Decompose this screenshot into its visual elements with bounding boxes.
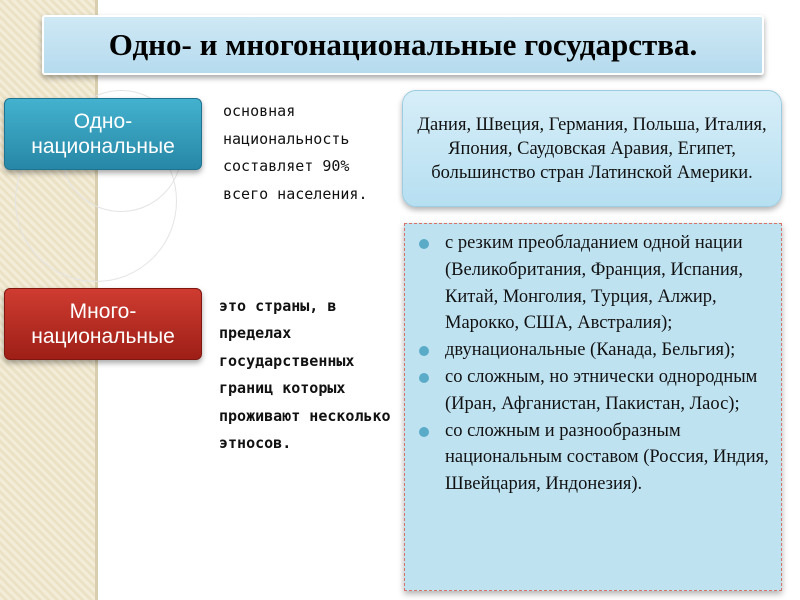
list-item: [417, 337, 771, 364]
list-item-text: со сложным, но этнически однородным (Иран, Афганистан, Пакистан, Лаос);: [445, 366, 758, 414]
bullet-icon: [419, 346, 429, 356]
list-item: [417, 418, 771, 498]
mono-national-tag: [4, 98, 202, 170]
mono-national-examples-text: Дания, Швеция, Германия, Польша, Италия, Япония, Саудовская Аравия, Египет, большинство стран Латинской Америки.: [417, 114, 767, 183]
page-title: Одно- и многонациональные государства.: [42, 15, 764, 75]
multi-national-types: [404, 223, 782, 591]
multi-national-tag: [4, 288, 202, 360]
bullet-icon: [419, 427, 429, 437]
multi-national-list: [405, 224, 781, 498]
mono-national-examples: [402, 90, 782, 207]
list-item: [417, 364, 771, 418]
bullet-icon: [419, 373, 429, 383]
mono-national-description: основная национальность составляет 90% всего населения.: [223, 102, 368, 203]
list-item-text: двунациональные (Канада, Бельгия);: [445, 340, 736, 361]
multi-national-tag-label: Много- национальные: [31, 300, 175, 348]
list-item-text: со сложным и разнообразным национальным составом (Россия, Индия, Швейцария, Индонезия).: [445, 420, 769, 495]
mono-national-tag-label: Одно- национальные: [31, 110, 175, 158]
bullet-icon: [419, 239, 429, 249]
multi-national-description: это страны, в пределах государственных границ которых проживают несколько этносов.: [219, 297, 391, 453]
list-item: [417, 230, 771, 337]
list-item-text: с резким преобладанием одной нации (Великобритания, Франция, Испания, Китай, Монголия, Турция, Алжир, Марокко, США, Австралия);: [445, 233, 743, 334]
